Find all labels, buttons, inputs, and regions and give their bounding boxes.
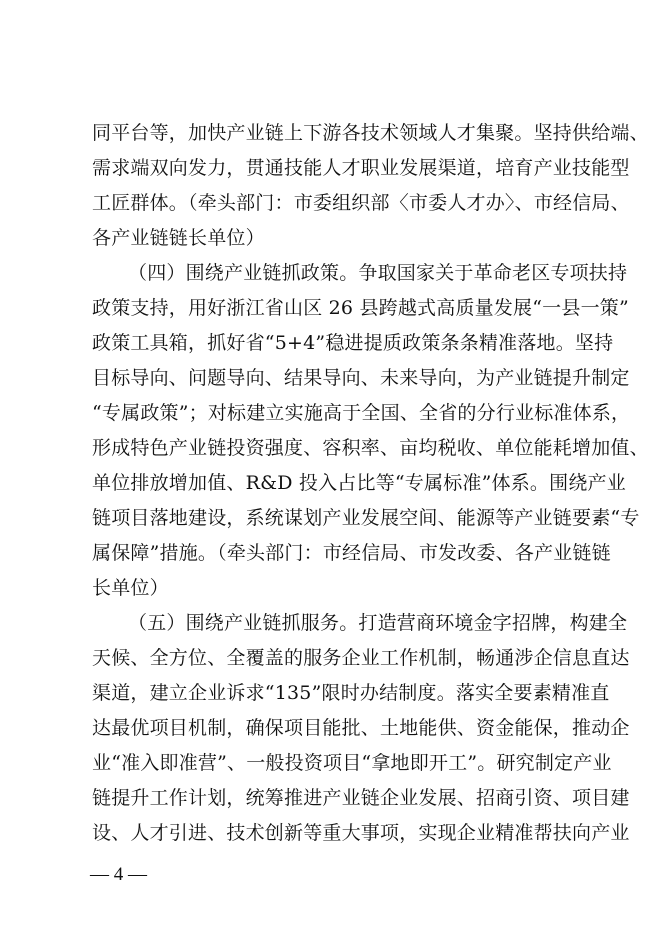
text-line: 需求端双向发力，贯通技能人才职业发展渠道，培育产业技能型 (92, 157, 630, 179)
text-line: 政策工具箱，抓好省“5+4”稳进提质政策条条精准落地。坚持 (92, 332, 614, 354)
text-line: 链提升工作计划，统筹推进产业链企业发展、招商引资、项目建 (92, 787, 630, 809)
text-line: 长单位） (92, 577, 169, 599)
text-line: 政策支持，用好浙江省山区 26 县跨越式高质量发展“一县一策” (92, 297, 629, 319)
text-line: 属保障”措施。（牵头部门：市经信局、市发改委、各产业链链 (92, 542, 611, 564)
text-line: 形成特色产业链投资强度、容积率、亩均税收、单位能耗增加值、 (92, 437, 649, 459)
text-line: 达最优项目机制，确保项目能批、土地能供、资金能保，推动企 (92, 717, 630, 739)
text-line: 各产业链链长单位） (92, 227, 265, 249)
text-line: 目标导向、问题导向、结果导向、未来导向，为产业链提升制定 (92, 367, 630, 389)
page-number: — 4 — (90, 864, 147, 885)
section-heading-line: （五）围绕产业链抓服务。打造营商环境金字招牌，构建全 (128, 612, 628, 634)
text-line: 业“准入即准营”、一般投资项目“拿地即开工”。研究制定产业 (92, 752, 612, 774)
text-line: 工匠群体。（牵头部门：市委组织部〈市委人才办〉、市经信局、 (92, 192, 630, 214)
text-line: 单位排放增加值、R&D 投入占比等“专属标准”体系。围绕产业 (92, 472, 626, 494)
text-line: “专属政策”；对标建立实施高于全国、全省的分行业标准体系， (92, 402, 631, 424)
text-line: 同平台等，加快产业链上下游各技术领域人才集聚。坚持供给端、 (92, 122, 649, 144)
text-line: 链项目落地建设，系统谋划产业发展空间、能源等产业链要素“专 (92, 507, 640, 529)
text-line: 设、人才引进、技术创新等重大事项，实现企业精准帮扶向产业 (92, 822, 630, 844)
text-line: 天候、全方位、全覆盖的服务企业工作机制，畅通涉企信息直达 (92, 647, 630, 669)
text-line: 渠道，建立企业诉求“135”限时办结制度。落实全要素精准直 (92, 682, 610, 704)
section-heading-line: （四）围绕产业链抓政策。争取国家关于革命老区专项扶持 (128, 262, 628, 284)
